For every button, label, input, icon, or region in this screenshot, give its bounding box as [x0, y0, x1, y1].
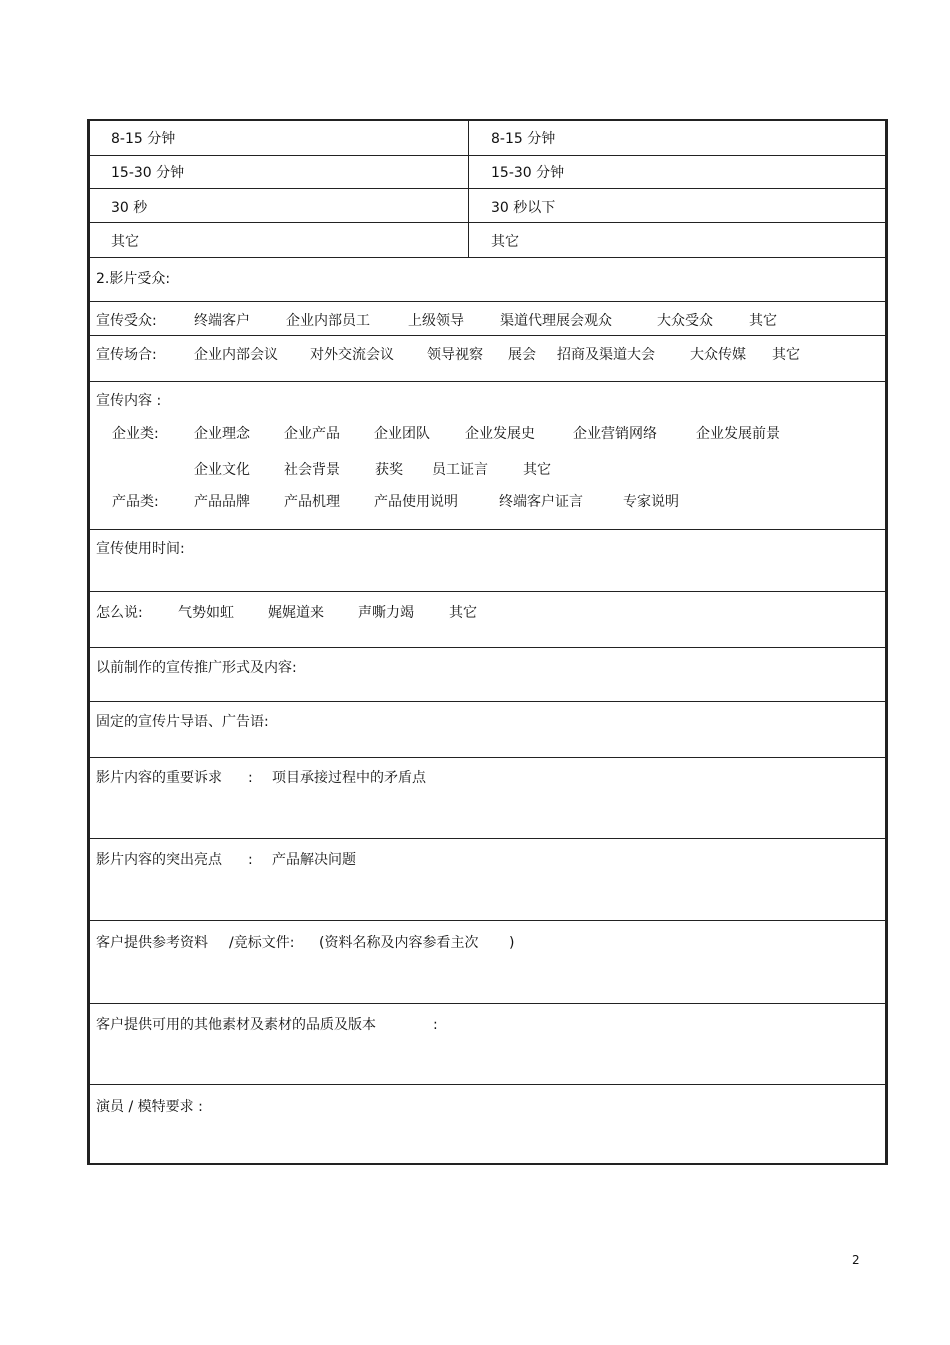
enterprise-option: 企业发展史 [465, 426, 535, 442]
duration-option: 其它 [111, 234, 139, 250]
duration-cell-left [90, 223, 469, 258]
reference-note: (资料名称及内容参看主次 [319, 935, 479, 951]
occasion-option: 对外交流会议 [310, 347, 394, 363]
reference-label-2: /竞标文件: [229, 935, 295, 951]
highlight-colon: : [248, 852, 253, 868]
enterprise-label: 企业类: [112, 426, 159, 442]
audience-row [90, 301, 885, 336]
duration-cell-left [90, 121, 469, 155]
enterprise-option: 企业产品 [284, 426, 340, 442]
product-option: 产品品牌 [194, 494, 250, 510]
occasion-row [90, 335, 885, 382]
enterprise-option: 企业营销网络 [573, 426, 657, 442]
occasion-option: 招商及渠道大会 [557, 347, 655, 363]
usage-time-row [90, 529, 885, 592]
tone-option: 气势如虹 [178, 605, 234, 621]
slogan-row [90, 701, 885, 758]
usage-time-label: 宣传使用时间: [96, 541, 185, 557]
occasion-label: 宣传场合: [96, 347, 157, 363]
page-number: 2 [852, 1253, 860, 1267]
materials-row [90, 1003, 885, 1085]
duration-cell-right [469, 156, 885, 189]
highlight-row [90, 838, 885, 921]
occasion-option: 企业内部会议 [194, 347, 278, 363]
highlight-value: 产品解决问题 [272, 852, 356, 868]
duration-option: 其它 [491, 234, 519, 250]
audience-option: 企业内部员工 [286, 313, 370, 329]
reference-row [90, 920, 885, 1004]
audience-label: 宣传受众: [96, 313, 157, 329]
previous-promotion-row [90, 647, 885, 702]
occasion-option: 展会 [508, 347, 536, 363]
requirements-form-table [87, 119, 888, 1165]
tone-option: 声嘶力竭 [358, 605, 414, 621]
occasion-option: 其它 [772, 347, 800, 363]
duration-cell-right [469, 189, 885, 223]
product-label: 产品类: [112, 494, 159, 510]
actors-row [90, 1084, 885, 1164]
audience-option: 渠道代理展会观众 [500, 313, 612, 329]
duration-option: 15-30 分钟 [491, 165, 565, 181]
duration-option: 30 秒以下 [491, 200, 556, 216]
enterprise-option: 社会背景 [284, 462, 340, 478]
appeal-row [90, 757, 885, 839]
duration-cell-left [90, 156, 469, 189]
product-option: 产品使用说明 [374, 494, 458, 510]
audience-option: 终端客户 [194, 313, 250, 329]
reference-label: 客户提供参考资料 [96, 935, 208, 951]
materials-colon: : [433, 1017, 438, 1033]
audience-option: 其它 [749, 313, 777, 329]
duration-cell-left [90, 189, 469, 223]
content-row [90, 381, 885, 530]
highlight-label: 影片内容的突出亮点 [96, 852, 222, 868]
product-option: 终端客户证言 [499, 494, 583, 510]
tone-option: 娓娓道来 [268, 605, 324, 621]
reference-note-end: ) [509, 935, 515, 951]
occasion-option: 领导视察 [427, 347, 483, 363]
enterprise-option: 获奖 [375, 462, 403, 478]
section-title: 2.影片受众: [96, 271, 171, 287]
audience-section-row [90, 257, 885, 302]
actors-label: 演员 / 模特要求 : [96, 1099, 203, 1115]
appeal-value: 项目承接过程中的矛盾点 [272, 770, 426, 786]
duration-cell-right [469, 121, 885, 155]
appeal-label: 影片内容的重要诉求 [96, 770, 222, 786]
audience-option: 大众受众 [657, 313, 713, 329]
duration-cell-right [469, 223, 885, 258]
previous-promotion-label: 以前制作的宣传推广形式及内容: [96, 660, 297, 676]
duration-option: 15-30 分钟 [111, 165, 185, 181]
tone-option: 其它 [449, 605, 477, 621]
slogan-label: 固定的宣传片导语、广告语: [96, 714, 269, 730]
duration-row [90, 155, 885, 189]
enterprise-option: 企业文化 [194, 462, 250, 478]
duration-row [90, 222, 885, 258]
enterprise-option: 企业发展前景 [696, 426, 780, 442]
duration-option: 8-15 分钟 [111, 131, 176, 147]
content-label: 宣传内容 : [96, 393, 162, 409]
tone-row [90, 591, 885, 648]
enterprise-option: 企业理念 [194, 426, 250, 442]
duration-option: 8-15 分钟 [491, 131, 556, 147]
duration-row [90, 188, 885, 223]
duration-option: 30 秒 [111, 200, 148, 216]
product-option: 专家说明 [623, 494, 679, 510]
product-option: 产品机理 [284, 494, 340, 510]
enterprise-option: 员工证言 [432, 462, 488, 478]
appeal-colon: : [248, 770, 253, 786]
tone-label: 怎么说: [96, 605, 143, 621]
enterprise-option: 其它 [523, 462, 551, 478]
materials-label: 客户提供可用的其他素材及素材的品质及版本 [96, 1017, 376, 1033]
audience-option: 上级领导 [408, 313, 464, 329]
duration-row [90, 121, 885, 155]
occasion-option: 大众传媒 [690, 347, 746, 363]
enterprise-option: 企业团队 [374, 426, 430, 442]
